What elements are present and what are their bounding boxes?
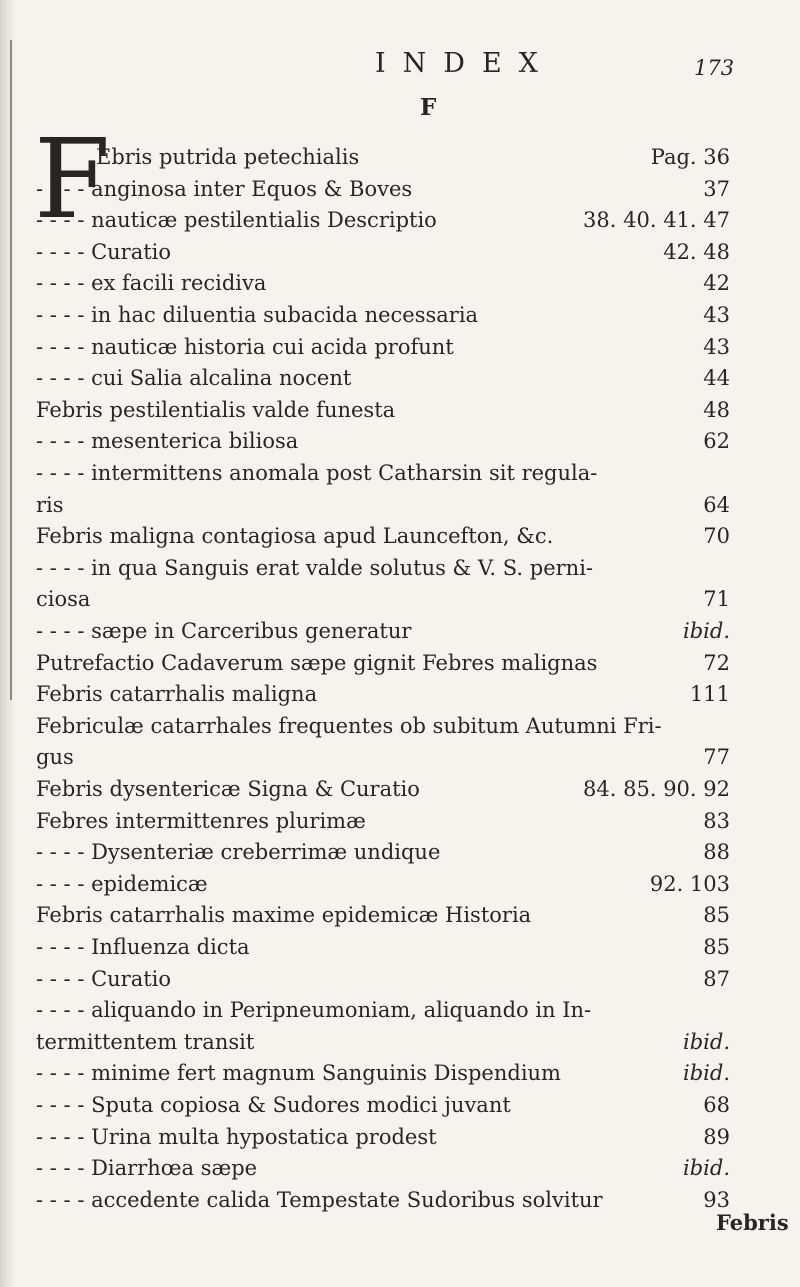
index-entry: [0, 808, 800, 835]
entry-page-ref: 48: [703, 397, 730, 422]
entry-page-ref: 42: [703, 271, 730, 296]
index-entry: [0, 1092, 800, 1119]
page-header: [0, 44, 800, 84]
index-entry: [0, 744, 800, 771]
entry-text: - - - - Curatio: [36, 239, 172, 264]
entry-text: - - - - Influenza dicta: [36, 935, 250, 959]
entry-page-ref: 43: [703, 303, 730, 327]
drop-cap: F: [34, 115, 111, 243]
index-entry: [0, 365, 800, 392]
entry-text: Febris dysentericæ Signa & Curatio: [36, 777, 420, 801]
entry-page-ref: 84. 85. 90. 92: [583, 777, 730, 801]
entry-text: - - - - in qua Sanguis erat valde solutus & V. S. perni-: [36, 555, 594, 580]
entry-text: - - - - Curatio: [36, 966, 172, 991]
entry-page-ref: 64: [703, 492, 730, 517]
page-number: 173: [694, 56, 735, 80]
index-entry: [0, 428, 800, 455]
entry-page-ref: 77: [703, 745, 730, 770]
index-entry: [0, 934, 800, 961]
index-entry: [0, 966, 800, 993]
entry-text: - - - - Sputa copiosa & Sudores modici juvant: [36, 1093, 511, 1117]
entry-text: - - - - Urina multa hypostatica prodest: [36, 1124, 437, 1149]
entry-text: - - - - accedente calida Tempestate Sudoribus solvitur: [36, 1187, 603, 1212]
index-entry: [0, 239, 800, 266]
index-entry: [0, 1060, 800, 1087]
index-entry: [0, 776, 800, 803]
index-entry: [0, 207, 800, 234]
index-entry: [0, 302, 800, 329]
entry-text: ris: [36, 492, 64, 517]
index-entry: [0, 397, 800, 424]
index-entry: [0, 650, 800, 677]
entry-page-ref: ibid.: [683, 1061, 730, 1086]
entry-page-ref: 43: [703, 334, 730, 359]
entry-text: - - - - in hac diluentia subacida necessaria: [36, 303, 479, 327]
entry-page-ref: Pag. 36: [650, 145, 730, 169]
running-title: INDEX: [375, 48, 555, 79]
entry-page-ref: ibid.: [683, 1029, 730, 1054]
entry-page-ref: 83: [703, 808, 730, 833]
entry-page-ref: ibid.: [683, 1156, 730, 1181]
index-entry: [0, 334, 800, 361]
index-entry: [0, 1155, 800, 1182]
entry-text: Febris catarrhalis maxime epidemicæ Historia: [36, 903, 532, 928]
entry-text: - - - - nauticæ historia cui acida profunt: [36, 334, 454, 359]
entry-text: - - - - cui Salia alcalina nocent: [36, 366, 352, 391]
entry-text: ciosa: [36, 587, 91, 612]
section-letter: F: [420, 94, 437, 121]
entry-text: Febris pestilentialis valde funesta: [36, 397, 396, 422]
index-entry: [0, 713, 800, 740]
entry-text: termittentem transit: [36, 1029, 255, 1054]
entry-page-ref: 93: [703, 1187, 730, 1212]
entry-page-ref: 68: [703, 1093, 730, 1117]
index-entry: [0, 460, 800, 487]
entry-page-ref: 87: [703, 966, 730, 991]
index-entry: [0, 618, 800, 645]
entry-text: - - - - minime fert magnum Sanguinis Dispendium: [36, 1061, 561, 1086]
entry-text: - - - - ex facili recidiva: [36, 271, 267, 296]
entry-page-ref: 85: [703, 935, 730, 959]
index-entry: [0, 270, 800, 297]
entry-text: - - - - mesenterica biliosa: [36, 429, 299, 454]
entry-page-ref: 37: [703, 176, 730, 201]
index-entry: [0, 1187, 800, 1214]
index-entry: [0, 523, 800, 550]
entry-page-ref: 111: [689, 682, 730, 707]
index-entry: [0, 902, 800, 929]
entry-page-ref: ibid.: [683, 619, 730, 643]
entry-text: - - - - aliquando in Peripneumoniam, aliquando in In-: [36, 998, 592, 1023]
entry-text: Febris catarrhalis maligna: [36, 682, 318, 707]
index-entry: [0, 871, 800, 898]
catchword: Febris: [716, 1210, 789, 1235]
index-entry: [0, 176, 800, 203]
entry-page-ref: 62: [703, 429, 730, 454]
entry-page-ref: 70: [703, 524, 730, 549]
index-entry: [0, 839, 800, 866]
entry-page-ref: 85: [703, 903, 730, 928]
entry-text: - - - - anginosa inter Equos & Boves: [36, 176, 413, 201]
entry-text: - - - - sæpe in Carceribus generatur: [36, 619, 412, 643]
index-entry: [0, 555, 800, 582]
index-entry: [0, 1124, 800, 1151]
entry-text: Febriculæ catarrhales frequentes ob subitum Autumni Fri-: [36, 713, 662, 738]
entry-text: Putrefactio Cadaverum sæpe gignit Febres malignas: [36, 650, 598, 675]
index-entry: [0, 586, 800, 613]
entry-page-ref: 44: [703, 366, 730, 391]
entry-text: - - - - epidemicæ: [36, 871, 208, 896]
entry-text: Febris maligna contagiosa apud Launcefton, &c.: [36, 524, 554, 549]
entry-text: gus: [36, 745, 74, 770]
index-entry: [0, 144, 800, 171]
entry-text: - - - - intermittens anomala post Catharsin sit regula-: [36, 461, 598, 485]
entry-text: - - - - Diarrhœa sæpe: [36, 1156, 258, 1181]
entry-page-ref: 42. 48: [663, 239, 730, 264]
entry-text: - - - - Dysenteriæ creberrimæ undique: [36, 840, 441, 865]
entry-text: Ebris putrida petechialis: [96, 145, 360, 169]
entry-text: - - - - nauticæ pestilentialis Descriptio: [36, 208, 437, 233]
index-entry: [0, 997, 800, 1024]
entry-page-ref: 72: [703, 650, 730, 675]
entry-page-ref: 38. 40. 41. 47: [583, 208, 730, 233]
entry-page-ref: 92. 103: [649, 871, 730, 896]
entry-text: Febres intermittenres plurimæ: [36, 808, 366, 833]
entry-page-ref: 88: [703, 840, 730, 865]
entry-page-ref: 89: [703, 1124, 730, 1149]
index-entry: [0, 492, 800, 519]
index-entry: [0, 1029, 800, 1056]
entry-page-ref: 71: [703, 587, 730, 612]
index-entry: [0, 681, 800, 708]
